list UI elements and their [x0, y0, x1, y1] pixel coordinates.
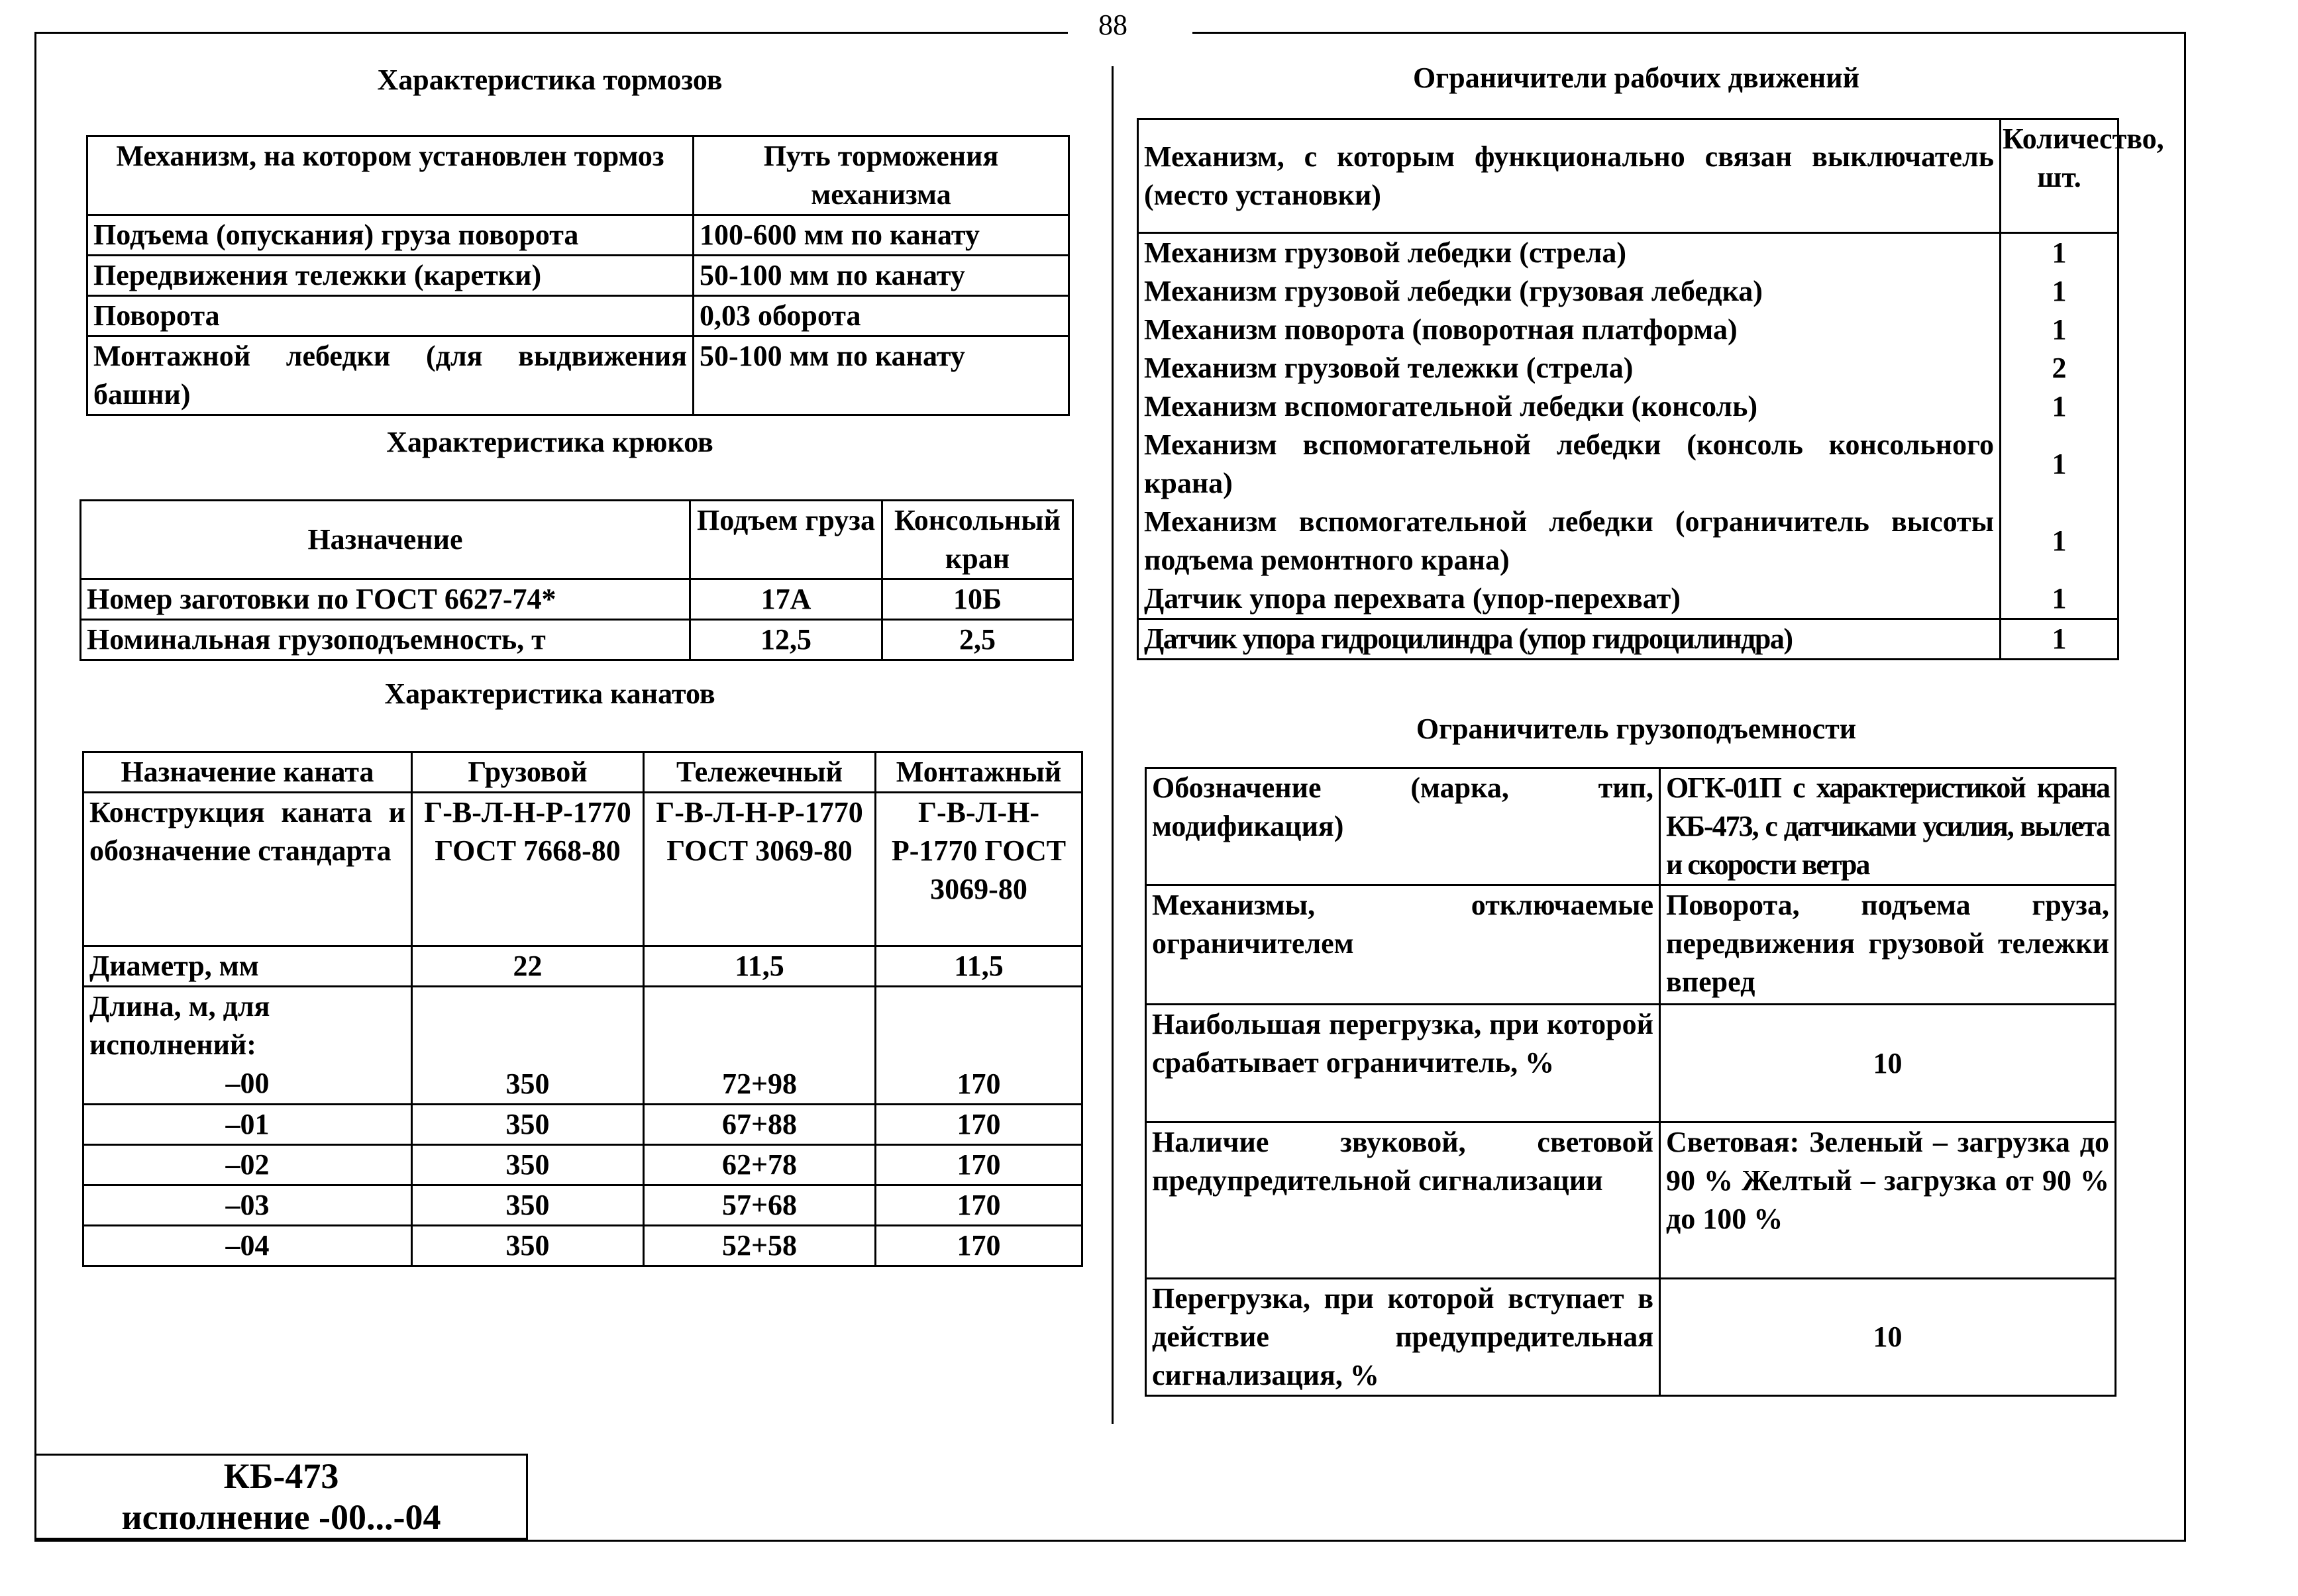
limiters-cell: Механизм грузовой лебедки (грузовая лебедка): [1138, 272, 2001, 311]
limiters-count: 1: [2001, 503, 2118, 579]
ropes-length-cell: 72+98: [644, 987, 876, 1105]
load-limiter-label: Обозначение (марка, тип, модификация): [1146, 768, 1660, 885]
ropes-length-exec: –03: [83, 1185, 412, 1226]
limiters-count: 1: [2001, 387, 2118, 426]
hooks-header-lift: Подъем груза: [690, 501, 882, 579]
ropes-construction-mounting: Г-В-Л-Н-Р-1770 ГОСТ 3069-80: [876, 793, 1082, 946]
brakes-cell: 100-600 мм по канату: [694, 215, 1069, 256]
limiters-cell: Механизм вспомогательной лебедки (ограничитель высоты подъема ремонтного крана): [1138, 503, 2001, 579]
limiters-cell: Датчик упора гидроцилиндра (упор гидроцилиндра): [1138, 619, 2001, 660]
ropes-header-mounting: Монтажный: [876, 752, 1082, 793]
ropes-length-cell: 170: [876, 1105, 1082, 1145]
ropes-length-exec: –04: [83, 1226, 412, 1266]
frame-bottom: [34, 1540, 2186, 1542]
ropes-construction-trolley: Г-В-Л-Н-Р-1770 ГОСТ 3069-80: [644, 793, 876, 946]
limiters-cell: Механизм вспомогательной лебедки (консоль консольного крана): [1138, 426, 2001, 503]
ropes-length-exec: –01: [83, 1105, 412, 1145]
ropes-length-cell: 170: [876, 1145, 1082, 1185]
ropes-length-cell: 57+68: [644, 1185, 876, 1226]
ropes-length-cell: 170: [876, 1226, 1082, 1266]
hooks-cell: Номинальная грузоподъемность, т: [81, 620, 690, 660]
ropes-construction-label: Конструкция каната и обозначение стандарта: [83, 793, 412, 946]
brakes-cell: 50-100 мм по канату: [694, 336, 1069, 415]
limiters-count: 2: [2001, 349, 2118, 387]
hooks-cell: 10Б: [882, 579, 1073, 620]
brakes-header-mechanism: Механизм, на котором установлен тормоз: [87, 136, 694, 215]
ropes-length-label-cell: [83, 987, 412, 1105]
load-limiter-label: Наличие звуковой, световой предупредительной сигнализации: [1146, 1122, 1660, 1279]
brakes-cell: 50-100 мм по канату: [694, 256, 1069, 296]
limiters-count: 1: [2001, 272, 2118, 311]
ropes-length-cell: 350: [412, 987, 644, 1105]
ropes-table: [82, 751, 1083, 1267]
ropes-length-exec: –00: [225, 1067, 270, 1099]
hooks-header-console: Консольный кран: [882, 501, 1073, 579]
brakes-title: Характеристика тормозов: [377, 64, 723, 96]
load-limiter-value: ОГК-01П с характеристикой крана КБ-473, с датчиками усилия, вылета и скорости ветра: [1660, 768, 2116, 885]
limiters-header-mechanism: Механизм, с которым функционально связан выключатель (место установки): [1138, 119, 2001, 233]
ropes-header-purpose: Назначение каната: [83, 752, 412, 793]
brakes-header-distance: Путь торможения механизма: [694, 136, 1069, 215]
brakes-cell: Передвижения тележки (каретки): [87, 256, 694, 296]
brakes-table: [86, 135, 1070, 416]
frame-right: [2184, 32, 2186, 1542]
limiters-count: 1: [2001, 579, 2118, 619]
ropes-diameter-cell: 22: [412, 946, 644, 987]
ropes-length-exec: –02: [83, 1145, 412, 1185]
limiters-count: 1: [2001, 233, 2118, 273]
ropes-length-cell: 62+78: [644, 1145, 876, 1185]
hooks-cell: Номер заготовки по ГОСТ 6627-74*: [81, 579, 690, 620]
load-limiter-value: Световая: Зеленый – загрузка до 90 % Желтый – загрузка от 90 % до 100 %: [1660, 1122, 2116, 1279]
load-limiter-value: 10: [1660, 1279, 2116, 1396]
hooks-cell: 12,5: [690, 620, 882, 660]
hooks-title: Характеристика крюков: [386, 426, 713, 458]
ropes-title: Характеристика канатов: [384, 677, 715, 710]
limiters-cell: Механизм вспомогательной лебедки (консоль): [1138, 387, 2001, 426]
limiters-count: 1: [2001, 426, 2118, 503]
frame-top-right: [1192, 32, 2186, 34]
frame-left: [34, 32, 36, 1542]
brakes-cell: Подъема (опускания) груза поворота: [87, 215, 694, 256]
ropes-length-cell: 350: [412, 1145, 644, 1185]
stamp-execution: исполнение -00...-04: [121, 1497, 441, 1537]
ropes-length-cell: 170: [876, 1185, 1082, 1226]
column-divider: [1112, 66, 1114, 1424]
title-stamp: [34, 1454, 528, 1540]
limiters-count: 1: [2001, 311, 2118, 349]
hooks-cell: 2,5: [882, 620, 1073, 660]
limiters-title: Ограничители рабочих движений: [1413, 62, 1859, 94]
load-limiter-value: 10: [1660, 1005, 2116, 1122]
load-limiter-value: Поворота, подъема груза, передвижения грузовой тележки вперед: [1660, 885, 2116, 1005]
load-limiter-title: Ограничитель грузоподъемности: [1416, 713, 1857, 745]
page-number: 88: [1098, 9, 1127, 41]
hooks-table: [79, 499, 1074, 661]
ropes-diameter-cell: 11,5: [876, 946, 1082, 987]
brakes-cell: 0,03 оборота: [694, 296, 1069, 336]
limiters-count: 1: [2001, 619, 2118, 660]
limiters-cell: Механизм поворота (поворотная платформа): [1138, 311, 2001, 349]
brakes-cell: Монтажной лебедки (для выдвижения башни): [87, 336, 694, 415]
ropes-length-cell: 52+58: [644, 1226, 876, 1266]
ropes-length-cell: 67+88: [644, 1105, 876, 1145]
ropes-length-cell: 350: [412, 1226, 644, 1266]
ropes-construction-cargo: Г-В-Л-Н-Р-1770 ГОСТ 7668-80: [412, 793, 644, 946]
ropes-header-cargo: Грузовой: [412, 752, 644, 793]
ropes-length-cell: 170: [876, 987, 1082, 1105]
ropes-length-label: Длина, м, для исполнений:: [89, 990, 270, 1061]
load-limiter-label: Наибольшая перегрузка, при которой срабатывает ограничитель, %: [1146, 1005, 1660, 1122]
load-limiter-label: Перегрузка, при которой вступает в действие предупредительная сигнализация, %: [1146, 1279, 1660, 1396]
ropes-diameter-cell: 11,5: [644, 946, 876, 987]
ropes-diameter-label: Диаметр, мм: [83, 946, 412, 987]
hooks-cell: 17А: [690, 579, 882, 620]
ropes-header-trolley: Тележечный: [644, 752, 876, 793]
stamp-model: КБ-473: [223, 1456, 339, 1496]
limiters-header-count: Количество, шт.: [2001, 119, 2118, 233]
limiters-cell: Механизм грузовой лебедки (стрела): [1138, 233, 2001, 273]
limiters-cell: Датчик упора перехвата (упор-перехват): [1138, 579, 2001, 619]
limiters-table: [1137, 118, 2164, 660]
frame-top-left: [34, 32, 1068, 34]
load-limiter-table: [1145, 767, 2116, 1397]
ropes-length-cell: 350: [412, 1105, 644, 1145]
brakes-cell: Поворота: [87, 296, 694, 336]
hooks-header-purpose: Назначение: [81, 501, 690, 579]
ropes-length-cell: 350: [412, 1185, 644, 1226]
limiters-cell: Механизм грузовой тележки (стрела): [1138, 349, 2001, 387]
load-limiter-label: Механизмы, отключаемые ограничителем: [1146, 885, 1660, 1005]
